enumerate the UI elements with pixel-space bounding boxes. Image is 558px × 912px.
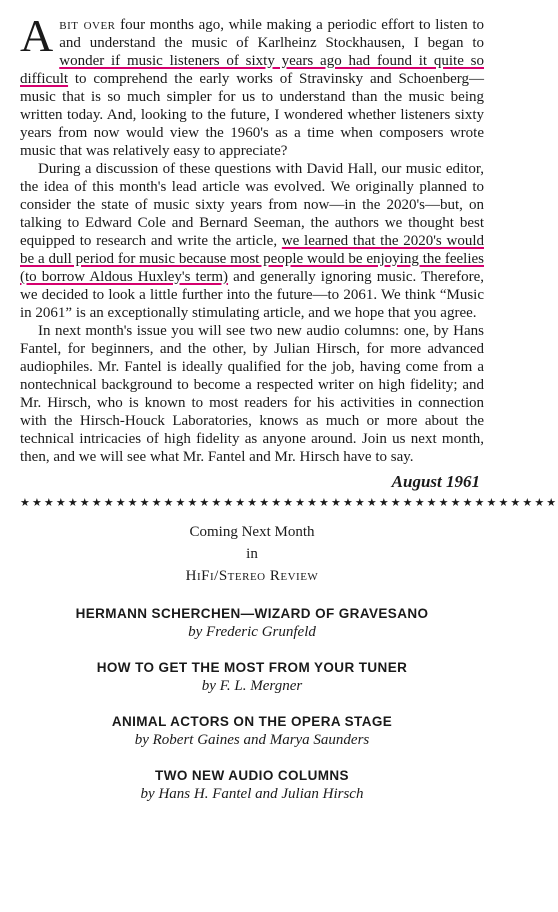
- article-title: HOW TO GET THE MOST FROM YOUR TUNER: [96, 660, 408, 675]
- dateline: August 1961: [391, 472, 480, 491]
- coming-next-month: [20, 521, 484, 587]
- article-byline: by F. L. Mergner: [201, 678, 303, 694]
- editorial-column: [20, 10, 484, 466]
- article-listing: [20, 713, 484, 749]
- editorial-paragraph-1: [20, 10, 484, 160]
- article-title: HERMANN SCHERCHEN—WIZARD OF GRAVESANO: [75, 606, 429, 621]
- article-listing: [20, 605, 484, 641]
- coming-heading: Coming Next Month: [189, 524, 315, 540]
- article-listing: [20, 659, 484, 695]
- article-listing: [20, 767, 484, 803]
- editorial-paragraph-3: In next month's issue you will see two new audio columns: one, by Hans Fantel, for beginners, and the other, by Julian Hirsch, for more advanced audiophiles. Mr. Fantel is ideally qualified for the job, having come from a nontechnical background to become a respected writer on high fidelity; and Mr. Hirsch, who is known to most readers for his activities in connection with the Hirsch-Houck Laboratories, knows as much or more about the technical intricacies of high fidelity as anyone around. Join us next month, then, and we will see what Mr. Fantel and Mr. Hirsch have to say.: [20, 323, 484, 465]
- coming-in: in: [246, 546, 258, 562]
- editorial-paragraph-2: [20, 160, 484, 322]
- article-title: ANIMAL ACTORS ON THE OPERA STAGE: [111, 714, 393, 729]
- lead-in: bit over: [59, 17, 116, 33]
- article-title: TWO NEW AUDIO COLUMNS: [155, 768, 349, 783]
- article-byline: by Frederic Grunfeld: [188, 624, 316, 640]
- star-divider: ★★★★★★★★★★★★★★★★★★★★★★★★★★★★★★★★★★★★★★★★★★★★★: [20, 496, 558, 509]
- article-byline: by Hans H. Fantel and Julian Hirsch: [140, 786, 364, 802]
- highlighted-passage-1: wonder if music listeners of sixty years ago had found it quite so difficult: [20, 53, 484, 87]
- text-run: four months ago, while making a periodic effort to listen to and understand the music of Karlheinz Stockhausen, I began to: [59, 17, 484, 51]
- highlighted-passage-2: we learned that the 2020's would be a dull period for music because most people would be enjoying the feelies (to borrow Aldous Huxley's term): [20, 233, 484, 285]
- text-run: and generally ignoring music. Therefore, we decided to look a little further into the future—to 2061. We think “Music in 2061” is an exceptionally stimulating article, and we hope that you agree.: [20, 269, 484, 321]
- article-byline: by Robert Gaines and Marya Saunders: [134, 732, 370, 748]
- magazine-name: HiFi/Stereo Review: [185, 568, 319, 584]
- text-run: to comprehend the early works of Stravinsky and Schoenberg—music that is so much simpler for us to understand than the music being written today. And, looking to the future, I wondered whether listeners sixty years from now would view the 1960's as a time when composers wrote music that was relatively easy to appreciate?: [20, 71, 484, 159]
- text-run: During a discussion of these questions with David Hall, our music editor, the idea of this month's lead article was evolved. We originally planned to consider the state of music sixty years from now—in the 2020's—but, on talking to Edward Cole and Bernard Seeman, the authors we thought best equipped to research and write the article,: [20, 161, 484, 249]
- drop-cap: A: [20, 10, 54, 61]
